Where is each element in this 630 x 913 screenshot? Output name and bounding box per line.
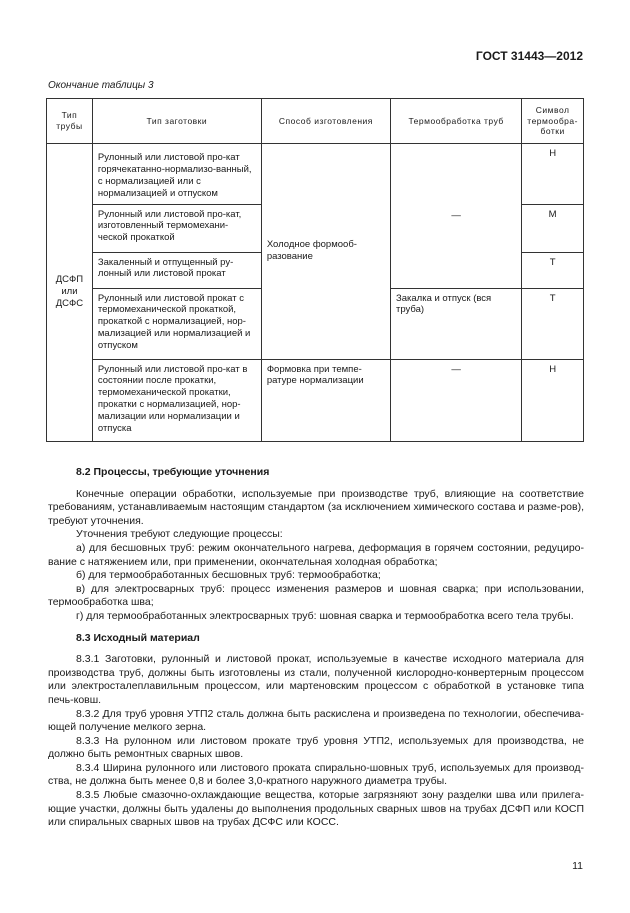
col-header-pipe-type: Тип трубы	[47, 99, 93, 144]
paragraph: 8.3.1 Заготовки, рулонный и листовой прокат, используемые в качестве исходного материала для производства труб, должны быть изготовлены из стали, полученной кислородно-конвертерным процессом или электросталеплавильным процессом, или мартеновским процессом с обработкой в установке типа печь-ковш.	[48, 653, 584, 706]
standard-number: ГОСТ 31443—2012	[475, 49, 583, 63]
paragraph: Конечные операции обработки, используемые при производстве труб, влияющие на соответствие требованиям, устанавливаемым настоящим стандартом (за исключением химического состава и разме-ров), требуют уточнения.	[48, 487, 584, 527]
body-text	[48, 466, 584, 830]
symbol-cell: Н	[522, 359, 584, 441]
col-header-symbol: Символ термообра-ботки	[522, 99, 584, 144]
paragraph: 8.3.2 Для труб уровня УТП2 сталь должна быть раскислена и произведена по технологии, обеспечива-ющей получение мелкого зерна.	[48, 707, 584, 734]
list-item: г) для термообработанных электросварных труб: шовная сварка и термообработка всего тела трубы.	[76, 609, 574, 622]
list-item: в) для электросварных труб: процесс изменения размеров и шовная сварка; при использовании, термообработка шва;	[48, 582, 584, 609]
pipe-type-cell: ДСФП или ДСФС	[47, 144, 93, 442]
table-row	[47, 144, 584, 205]
method-cell: Формовка при темпе-ратуре нормализации	[261, 359, 390, 441]
heat-treatment-cell: Закалка и отпуск (вся труба)	[390, 288, 521, 359]
blank-type-cell: Рулонный или листовой про-кат, изготовленный термомехани-ческой прокаткой	[92, 204, 261, 252]
col-header-blank-type: Тип заготовки	[92, 99, 261, 144]
blank-type-cell: Рулонный или листовой прокат с термомеханической прокаткой, прокаткой с нормализацией, нор-мализацией или нормализацией и отпуском	[92, 288, 261, 359]
blank-type-cell: Рулонный или листовой про-кат горячекатанно-нормализо-ванный, с нормализацией или с нормализацией и отпуском	[92, 144, 261, 205]
symbol-cell: Т	[522, 288, 584, 359]
symbol-cell: Н	[522, 144, 584, 205]
method-cell: Холодное формооб-разование	[261, 144, 390, 360]
heat-treatment-table	[46, 98, 584, 442]
section-heading-8-2: 8.2 Процессы, требующие уточнения	[76, 466, 270, 478]
page-number: 11	[572, 860, 583, 872]
heat-treatment-cell: —	[390, 144, 521, 289]
table-header-row	[47, 99, 584, 144]
list-item: б) для термообработанных бесшовных труб: термообработка;	[76, 569, 381, 582]
paragraph: Уточнения требуют следующие процессы:	[76, 528, 283, 541]
section-heading-8-3: 8.3 Исходный материал	[76, 631, 200, 644]
table-caption: Окончание таблицы 3	[48, 80, 154, 91]
symbol-cell: М	[522, 204, 584, 252]
heat-treatment-cell: —	[390, 359, 521, 441]
blank-type-cell: Закаленный и отпущенный ру-лонный или листовой прокат	[92, 252, 261, 288]
list-item: а) для бесшовных труб: режим окончательного нагрева, деформация в горячем состоянии, редуциро-вание с натяжением или, при применении, окончательная холодная обработка;	[48, 541, 584, 568]
paragraph: 8.3.5 Любые смазочно-охлаждающие вещества, которые загрязняют зону разделки шва или прилега-ющие участки, должны быть удалены до выполнения продольных сварных швов на трубах ДСФП или КОСП или спиральных сварных швов на трубах ДСФС или КОСС.	[48, 789, 584, 829]
col-header-heat-treatment: Термообработка труб	[390, 99, 521, 144]
paragraph: 8.3.3 На рулонном или листовом прокате труб уровня УТП2, используемых для производства, не должно быть ремонтных сварных швов.	[48, 734, 584, 761]
paragraph: 8.3.4 Ширина рулонного или листового проката спирально-шовных труб, используемых для производ-ства, не должна быть менее 0,8 и более 3,0-кратного наружного диаметра трубы.	[48, 761, 584, 788]
table-row	[47, 359, 584, 441]
blank-type-cell: Рулонный или листовой про-кат в состоянии после прокатки, термомеханической прокатки, прокатки с нормализацией, нор-мализации или нормализации и отпуска	[92, 359, 261, 441]
symbol-cell: Т	[522, 252, 584, 288]
col-header-method: Способ изготовления	[261, 99, 390, 144]
